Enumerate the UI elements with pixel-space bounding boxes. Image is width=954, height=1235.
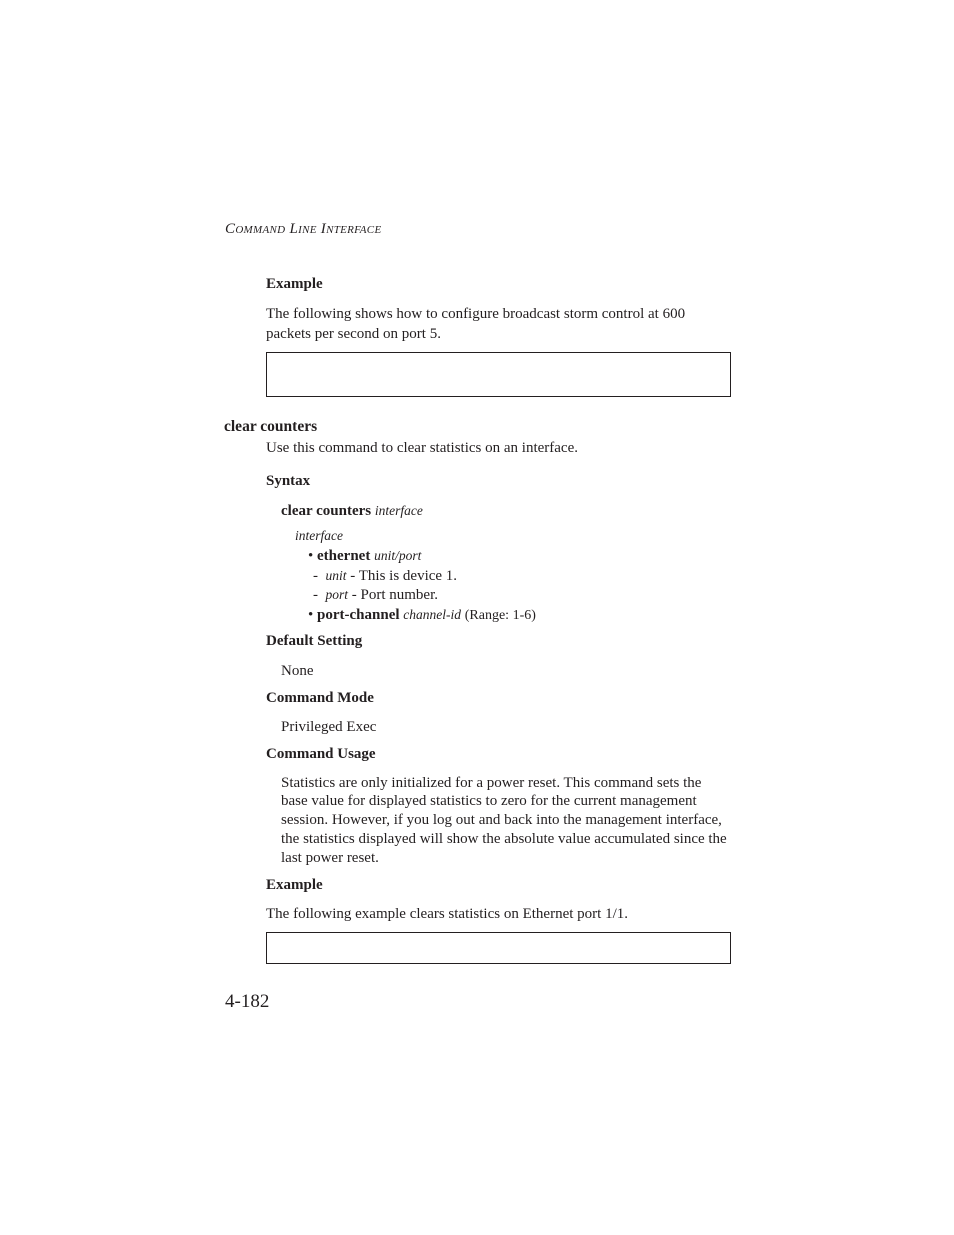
bullet-port-channel	[308, 605, 536, 625]
code-example-box-2	[266, 932, 731, 964]
syntax-argument: interface	[374, 503, 423, 518]
example-heading-1: Example	[266, 276, 323, 292]
dash-mark: -	[313, 587, 326, 603]
port-desc: - Port number.	[348, 587, 439, 603]
header-ommand: OMMAND	[235, 224, 286, 236]
running-header	[225, 221, 381, 238]
page-number: 4-182	[225, 991, 270, 1012]
usage-line-1: Statistics are only initialized for a power reset. This command sets the	[281, 775, 702, 791]
header-ine: INE	[298, 224, 317, 236]
syntax-command: clear counters	[281, 503, 372, 519]
command-title: clear counters	[224, 418, 318, 435]
default-setting-value: None	[281, 663, 314, 679]
port-channel-keyword: port-channel	[317, 607, 400, 623]
ethernet-keyword: ethernet	[317, 548, 371, 564]
example1-line-1: The following shows how to configure broadcast storm control at 600	[266, 306, 686, 322]
usage-line-5: last power reset.	[281, 850, 379, 866]
example2-text: The following example clears statistics on Ethernet port 1/1.	[266, 906, 628, 922]
code-example-box-1	[266, 352, 731, 397]
usage-line-3: session. However, if you log out and back into the management interface,	[281, 812, 722, 828]
unit-desc: - This is device 1.	[346, 568, 458, 584]
command-description: Use this command to clear statistics on an interface.	[266, 440, 578, 456]
bullet-mark: •	[308, 607, 314, 623]
usage-line-2: base value for displayed statistics to zero for the current management	[281, 793, 697, 809]
sub-item-port	[313, 585, 438, 605]
command-mode-value: Privileged Exec	[281, 719, 377, 735]
syntax-line	[281, 501, 423, 521]
usage-line-4: the statistics displayed will show the absolute value accumulated since the	[281, 831, 727, 847]
command-mode-heading: Command Mode	[266, 690, 374, 706]
header-l: L	[289, 221, 299, 237]
default-setting-heading: Default Setting	[266, 633, 363, 649]
header-nterface: NTERFACE	[326, 224, 382, 236]
ethernet-arg: unit/port	[374, 548, 422, 563]
port-arg: port	[325, 587, 349, 602]
range-text: (Range: 1-6)	[464, 608, 536, 623]
channel-id-arg: channel-id	[403, 607, 461, 622]
header-c: C	[225, 221, 236, 237]
header-i: I	[320, 221, 327, 237]
bullet-mark: •	[308, 548, 314, 564]
sub-item-unit	[313, 566, 457, 586]
command-usage-heading: Command Usage	[266, 746, 376, 762]
syntax-heading: Syntax	[266, 473, 311, 489]
param-name: interface	[295, 528, 343, 543]
example-heading-2: Example	[266, 877, 323, 893]
example1-line-2: packets per second on port 5.	[266, 326, 441, 342]
bullet-ethernet	[308, 546, 421, 566]
dash-mark: -	[313, 568, 326, 584]
unit-arg: unit	[325, 568, 347, 583]
